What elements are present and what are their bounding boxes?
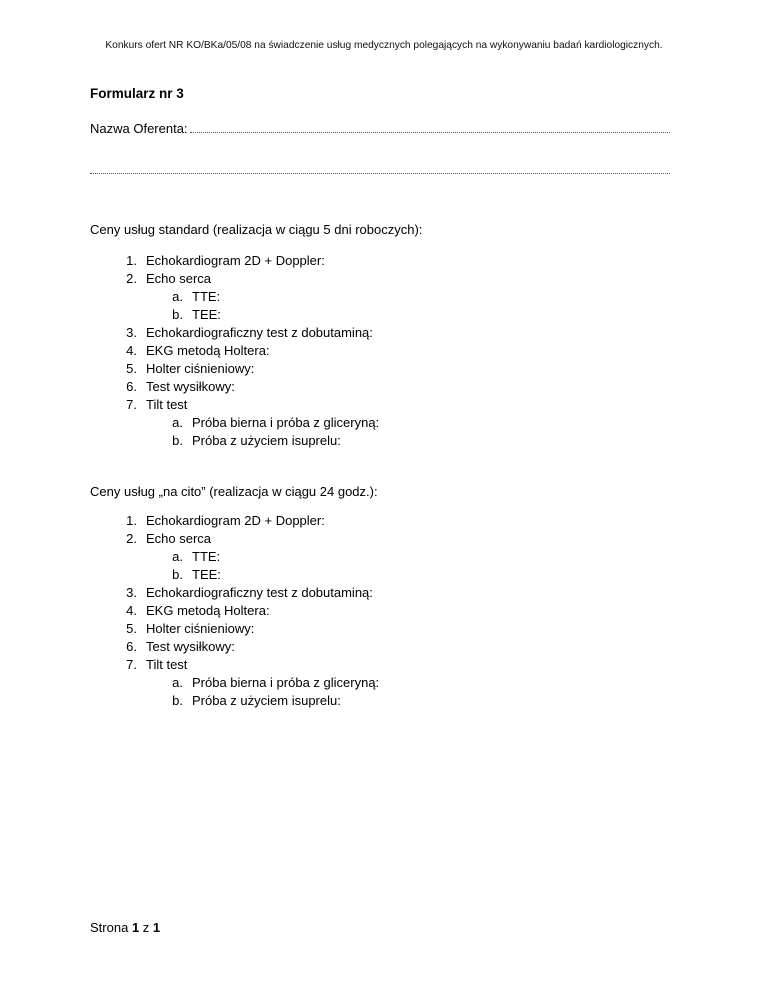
section-title-standard: Ceny usług standard (realizacja w ciągu 5 dni roboczych):: [90, 222, 423, 237]
section-title-urgent: Ceny usług „na cito” (realizacja w ciągu 24 godz.):: [90, 484, 378, 499]
list-item: 3. Echokardiograficzny test z dobutaminą:: [126, 325, 373, 340]
page-header: Konkurs ofert NR KO/BKa/05/08 na świadczenie usług medycznych polegających na wykonywaniu badań kardiologicznych.: [105, 40, 663, 51]
offeror-label: Nazwa Oferenta:: [90, 121, 188, 136]
footer-of: z: [142, 920, 150, 935]
list-subitem: a. Próba bierna i próba z gliceryną:: [172, 415, 380, 430]
list-item: 4. EKG metodą Holtera:: [126, 343, 270, 358]
list-subitem: a. TTE:: [172, 289, 221, 304]
list-subitem: a. TTE:: [172, 549, 221, 564]
footer-page-total: 1: [152, 920, 161, 935]
list-item: 2. Echo serca: [126, 531, 212, 546]
list-item: 5. Holter ciśnieniowy:: [126, 621, 255, 636]
form-title: Formularz nr 3: [90, 86, 184, 101]
footer-page-number: 1: [131, 920, 140, 935]
offeror-name-field: [90, 120, 670, 136]
list-subitem: a. Próba bierna i próba z gliceryną:: [172, 675, 380, 690]
page-footer: [90, 920, 160, 935]
list-subitem: b. TEE:: [172, 567, 221, 582]
list-item: 4. EKG metodą Holtera:: [126, 603, 270, 618]
list-item: 1. Echokardiogram 2D + Doppler:: [126, 513, 325, 528]
list-item: 7. Tilt test: [126, 397, 188, 412]
list-item: 2. Echo serca: [126, 271, 212, 286]
list-subitem: b. Próba z użyciem isuprelu:: [172, 433, 341, 448]
offeror-fill-line: [190, 120, 670, 133]
footer-label: Strona: [90, 920, 129, 935]
list-urgent: [90, 512, 379, 710]
list-subitem: b. Próba z użyciem isuprelu:: [172, 693, 341, 708]
list-item: 5. Holter ciśnieniowy:: [126, 361, 255, 376]
list-subitem: b. TEE:: [172, 307, 221, 322]
list-item: 6. Test wysiłkowy:: [126, 379, 235, 394]
list-standard: [90, 252, 379, 450]
list-item: 1. Echokardiogram 2D + Doppler:: [126, 253, 325, 268]
offeror-fill-line-2: [90, 173, 670, 174]
list-item: 7. Tilt test: [126, 657, 188, 672]
list-item: 3. Echokardiograficzny test z dobutaminą:: [126, 585, 373, 600]
list-item: 6. Test wysiłkowy:: [126, 639, 235, 654]
